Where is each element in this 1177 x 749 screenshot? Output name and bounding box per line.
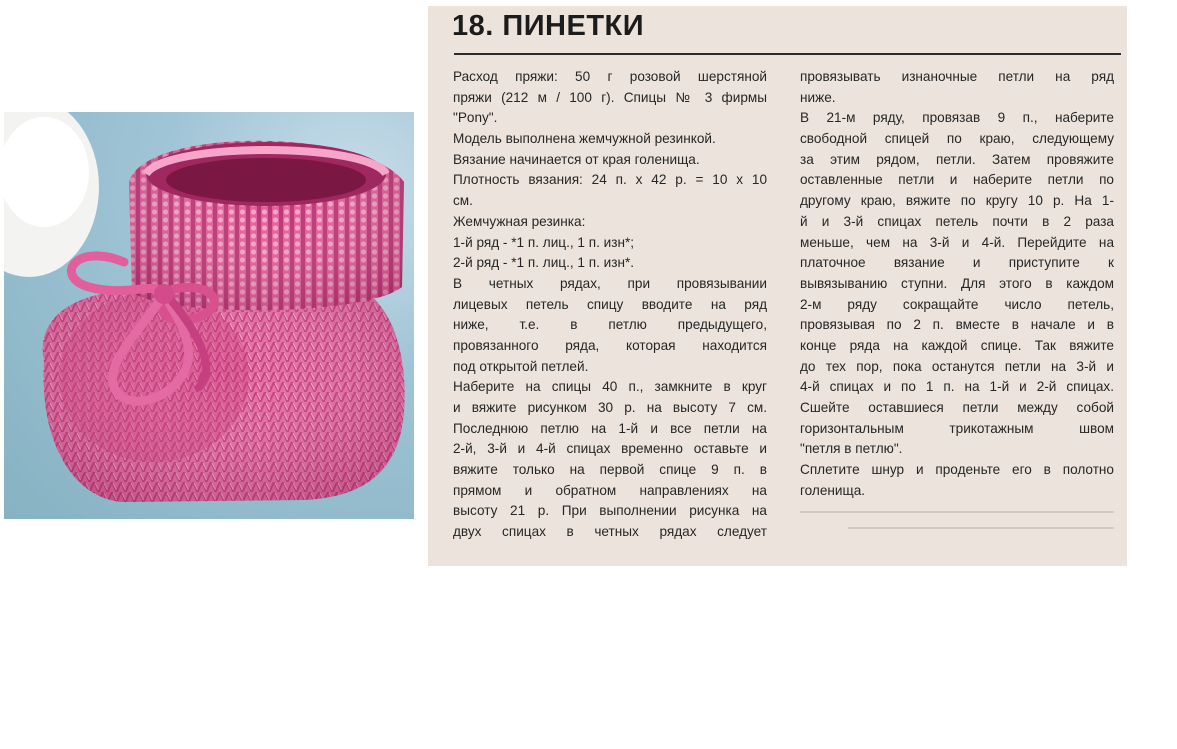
text-line: прямом и обратном направлениях на (453, 482, 767, 498)
bootie-photo (4, 112, 414, 519)
text-line: Плотность вязания: 24 п. х 42 р. = 10 х 10 (453, 172, 767, 188)
text-line: Жемчужная резинка: (453, 213, 586, 229)
text-line: свободной спицей по краю, следующему (800, 131, 1114, 147)
text-line: "Pony". (453, 110, 498, 126)
bootie-illustration (4, 112, 414, 519)
text-line: см. (453, 193, 473, 209)
text-line: Сплетите шнур и проденьте его в полотно (800, 462, 1114, 478)
text-line: ниже. (800, 89, 836, 105)
text-line: Наберите на спицы 40 п., замкните в круг (453, 379, 767, 395)
title-divider (454, 53, 1121, 55)
text-line: платочное вязание и приступите к (800, 255, 1114, 271)
text-line: двух спицах в четных рядах следует (453, 524, 767, 540)
text-line: высоту 21 р. При выполнении рисунка на (453, 503, 767, 519)
text-line: голенища. (800, 482, 866, 498)
left-text-column (453, 67, 767, 543)
text-line: вывязыванию ступни. Для этого в каждом (800, 275, 1114, 291)
text-line: провязывая по 2 п. вместе в начале и в (800, 317, 1114, 333)
text-line: оставленные петли и наберите петли по (800, 172, 1114, 188)
text-line: Сшейте оставшиеся петли между собой (800, 400, 1114, 415)
text-line: 2-й, 3-й и 4-й спицах временно оставьте и (453, 441, 767, 457)
text-line: до тех пор, пока останутся петли на 3-й и (800, 358, 1114, 374)
right-text-column (800, 67, 1114, 501)
text-line: вяжите только на первой спице 9 п. в (453, 462, 767, 478)
text-line: 2-м ряду сокращайте число петель, (800, 296, 1114, 312)
faded-print-mark (848, 527, 1114, 529)
text-line: и вяжите рисунком 30 р. на высоту 7 см. (453, 400, 767, 415)
text-line: Модель выполнена жемчужной резинкой. (453, 131, 716, 147)
text-line: 1-й ряд - *1 п. лиц., 1 п. изн*; (453, 234, 635, 250)
text-line: меньше, чем на 3-й и 4-й. Перейдите на (800, 234, 1114, 250)
text-line: Последнюю петлю на 1-й и все петли на (453, 420, 767, 436)
text-line: пряжи (212 м / 100 г). Спицы № 3 фирмы (453, 89, 767, 105)
text-line: под открытой петлей. (453, 358, 589, 374)
article-clipping (428, 6, 1127, 566)
text-line: за этим рядом, петли. Затем провяжите (800, 151, 1114, 167)
text-line: провязанного ряда, которая находится (453, 337, 767, 353)
text-line: горизонтальным трикотажным швом (800, 420, 1114, 436)
text-line: другому краю, вяжите по кругу 10 р. На 1- (800, 193, 1114, 209)
text-line: В 21-м ряду, провязав 9 п., наберите (800, 110, 1114, 126)
text-line: провязывать изнаночные петли на ряд (800, 69, 1114, 84)
text-line: лицевых петель спицу вводите на ряд (453, 296, 767, 312)
text-line: конце ряда на каждой спице. Так вяжите (800, 337, 1114, 353)
text-line: 4-й спицах и по 1 п. на 1-й и 2-й спицах. (800, 379, 1114, 395)
text-line: "петля в петлю". (800, 441, 903, 457)
text-line: й и 3-й спицах петель почти в 2 раза (800, 213, 1114, 229)
article-title: 18. ПИНЕТКИ (452, 10, 645, 42)
text-line: Вязание начинается от края голенища. (453, 151, 700, 167)
text-line: 2-й ряд - *1 п. лиц., 1 п. изн*. (453, 255, 635, 271)
faded-print-mark (800, 511, 1114, 513)
text-line: ниже, т.е. в петлю предыдущего, (453, 317, 767, 333)
text-line: В четных рядах, при провязывании (453, 275, 767, 291)
text-line: Расход пряжи: 50 г розовой шерстяной (453, 69, 767, 84)
